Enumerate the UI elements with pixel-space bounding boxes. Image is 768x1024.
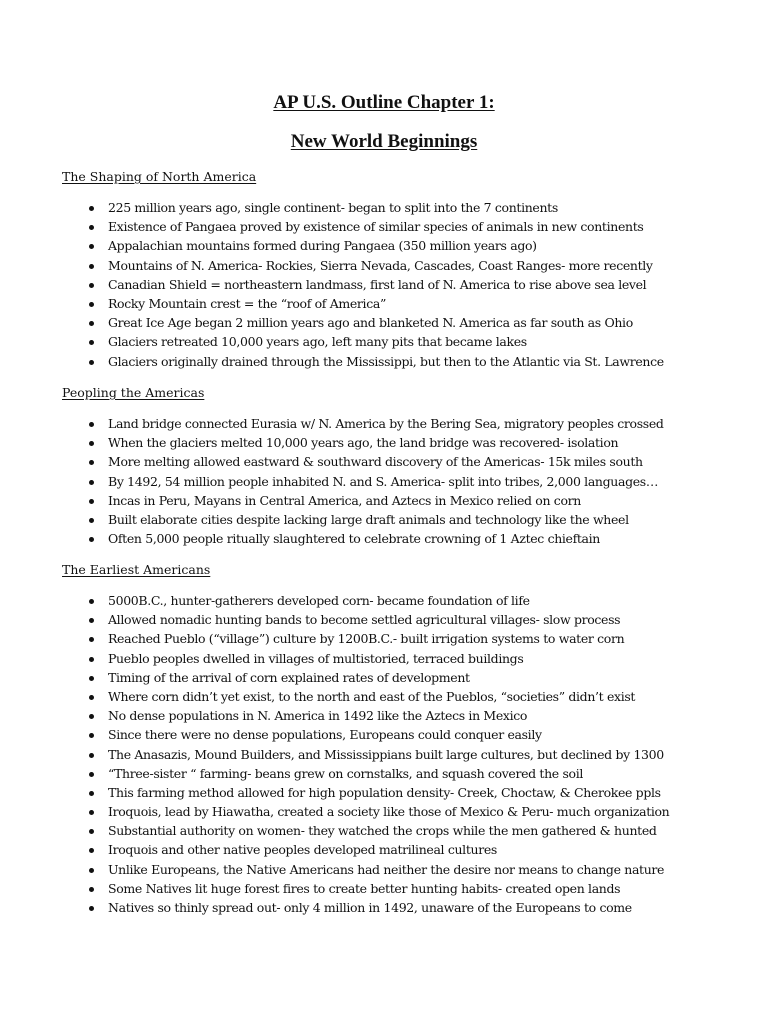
bullet-icon: [89, 695, 94, 700]
bullet-item: [62, 275, 752, 294]
bullet-text: Often 5,000 people ritually slaughtered to celebrate crowning of 1 Aztec chieftain: [108, 531, 601, 547]
bullet-item: [62, 629, 752, 648]
document-subtitle: New World Beginnings: [290, 131, 478, 152]
bullet-item: [62, 725, 752, 744]
bullet-icon: [89, 714, 94, 719]
bullet-text: Mountains of N. America- Rockies, Sierra Nevada, Cascades, Coast Ranges- more recently: [108, 257, 653, 273]
bullet-text: Substantial authority on women- they watched the crops while the men gathered & hunted: [108, 823, 657, 839]
bullet-icon: [89, 518, 94, 523]
bullet-item: [62, 491, 752, 510]
document-title: AP U.S. Outline Chapter 1:: [273, 92, 495, 113]
bullet-icon: [89, 599, 94, 604]
bullet-item: [62, 821, 752, 840]
bullet-text: This farming method allowed for high population density- Creek, Choctaw, & Cherokee ppls: [108, 784, 661, 800]
bullet-item: [62, 332, 752, 351]
bullet-icon: [89, 753, 94, 758]
bullet-item: [62, 256, 752, 275]
bullet-item: [62, 840, 752, 859]
bullet-icon: [89, 460, 94, 465]
bullet-item: [62, 313, 752, 332]
bullet-list: [62, 414, 752, 548]
bullet-text: Iroquois and other native peoples developed matrilineal cultures: [108, 842, 497, 858]
section-heading: The Earliest Americans: [62, 562, 211, 577]
bullet-item: [62, 591, 752, 610]
bullet-icon: [89, 772, 94, 777]
bullet-item: [62, 236, 752, 255]
bullet-item: [62, 294, 752, 313]
bullet-item: [62, 802, 752, 821]
bullet-icon: [89, 537, 94, 542]
bullet-text: By 1492, 54 million people inhabited N. and S. America- split into tribes, 2,000 languages…: [108, 473, 658, 489]
bullet-icon: [89, 206, 94, 211]
bullet-item: [62, 610, 752, 629]
bullet-icon: [89, 906, 94, 911]
bullet-item: [62, 217, 752, 236]
bullet-item: [62, 510, 752, 529]
bullet-item: [62, 198, 752, 217]
bullet-text: Land bridge connected Eurasia w/ N. America by the Bering Sea, migratory peoples crossed: [108, 416, 664, 431]
bullet-text: Existence of Pangaea proved by existence of similar species of animals in new continents: [108, 219, 644, 235]
bullet-icon: [89, 887, 94, 892]
bullet-icon: [89, 441, 94, 446]
bullet-icon: [89, 283, 94, 288]
bullet-item: [62, 452, 752, 471]
bullet-text: Canadian Shield = northeastern landmass, first land of N. America to rise above sea level: [108, 276, 647, 292]
bullet-item: [62, 706, 752, 725]
bullet-item: [62, 649, 752, 668]
bullet-icon: [89, 676, 94, 681]
bullet-item: [62, 668, 752, 687]
bullet-list: [62, 591, 752, 917]
bullet-text: Built elaborate cities despite lacking large draft animals and technology like the wheel: [108, 511, 629, 527]
bullet-icon: [89, 618, 94, 623]
bullet-item: [62, 783, 752, 802]
bullet-icon: [89, 829, 94, 834]
bullet-icon: [89, 340, 94, 345]
bullet-text: Appalachian mountains formed during Pangaea (350 million years ago): [108, 238, 537, 254]
bullet-item: [62, 529, 752, 548]
bullet-icon: [89, 302, 94, 307]
bullet-icon: [89, 848, 94, 853]
bullet-item: [62, 764, 752, 783]
bullet-item: [62, 745, 752, 764]
bullet-text: 5000B.C., hunter-gatherers developed corn- became foundation of life: [108, 593, 530, 608]
bullet-text: Iroquois, lead by Hiawatha, created a society like those of Mexico & Peru- much organization: [108, 804, 670, 820]
bullet-text: More melting allowed eastward & southward discovery of the Americas- 15k miles south: [108, 454, 643, 470]
bullet-item: [62, 687, 752, 706]
bullet-text: Since there were no dense populations, Europeans could conquer easily: [108, 727, 542, 743]
bullet-icon: [89, 791, 94, 796]
bullet-icon: [89, 321, 94, 326]
bullet-icon: [89, 810, 94, 815]
bullet-text: Glaciers retreated 10,000 years ago, left many pits that became lakes: [108, 334, 527, 350]
bullet-text: When the glaciers melted 10,000 years ago, the land bridge was recovered- isolation: [108, 435, 619, 451]
bullet-text: Great Ice Age began 2 million years ago and blanketed N. America as far south as Ohio: [108, 315, 633, 331]
section-heading: The Shaping of North America: [62, 169, 257, 184]
bullet-item: [62, 898, 752, 917]
bullet-text: Rocky Mountain crest = the “roof of America”: [108, 295, 386, 311]
bullet-item: [62, 352, 752, 371]
bullet-icon: [89, 225, 94, 230]
bullet-text: No dense populations in N. America in 1492 like the Aztecs in Mexico: [108, 708, 528, 724]
bullet-icon: [89, 733, 94, 738]
bullet-item: [62, 472, 752, 491]
bullet-icon: [89, 868, 94, 873]
bullet-text: Reached Pueblo (“village”) culture by 1200B.C.- built irrigation systems to water corn: [108, 631, 625, 647]
bullet-text: Timing of the arrival of corn explained rates of development: [108, 669, 470, 685]
bullet-text: Unlike Europeans, the Native Americans had neither the desire nor means to change nature: [108, 861, 665, 877]
section-shaping-of-north-america: [62, 168, 752, 371]
bullet-text: Incas in Peru, Mayans in Central America, and Aztecs in Mexico relied on corn: [108, 492, 581, 508]
bullet-icon: [89, 657, 94, 662]
bullet-item: [62, 433, 752, 452]
bullet-item: [62, 860, 752, 879]
bullet-icon: [89, 360, 94, 365]
bullet-item: [62, 879, 752, 898]
bullet-icon: [89, 244, 94, 249]
section-earliest-americans: [62, 561, 752, 917]
bullet-text: Allowed nomadic hunting bands to become settled agricultural villages- slow process: [108, 612, 621, 628]
bullet-item: [62, 414, 752, 433]
bullet-icon: [89, 480, 94, 485]
bullet-text: The Anasazis, Mound Builders, and Mississippians built large cultures, but declined by 1300: [108, 746, 664, 762]
bullet-text: Natives so thinly spread out- only 4 million in 1492, unaware of the Europeans to come: [108, 900, 632, 915]
bullet-text: Glaciers originally drained through the Mississippi, but then to the Atlantic via St. Lawrence: [108, 353, 664, 369]
bullet-text: Pueblo peoples dwelled in villages of multistoried, terraced buildings: [108, 650, 524, 666]
bullet-text: Where corn didn’t yet exist, to the north and east of the Pueblos, “societies” didn’t exist: [108, 688, 636, 704]
section-heading: Peopling the Americas: [62, 385, 205, 400]
bullet-text: 225 million years ago, single continent- began to split into the 7 continents: [108, 200, 558, 215]
bullet-icon: [89, 499, 94, 504]
bullet-icon: [89, 264, 94, 269]
section-peopling-the-americas: [62, 384, 752, 548]
bullet-icon: [89, 422, 94, 427]
bullet-text: Some Natives lit huge forest fires to create better hunting habits- created open lands: [108, 880, 621, 896]
bullet-text: “Three-sister “ farming- beans grew on cornstalks, and squash covered the soil: [108, 765, 584, 781]
bullet-icon: [89, 637, 94, 642]
bullet-list: [62, 198, 752, 371]
